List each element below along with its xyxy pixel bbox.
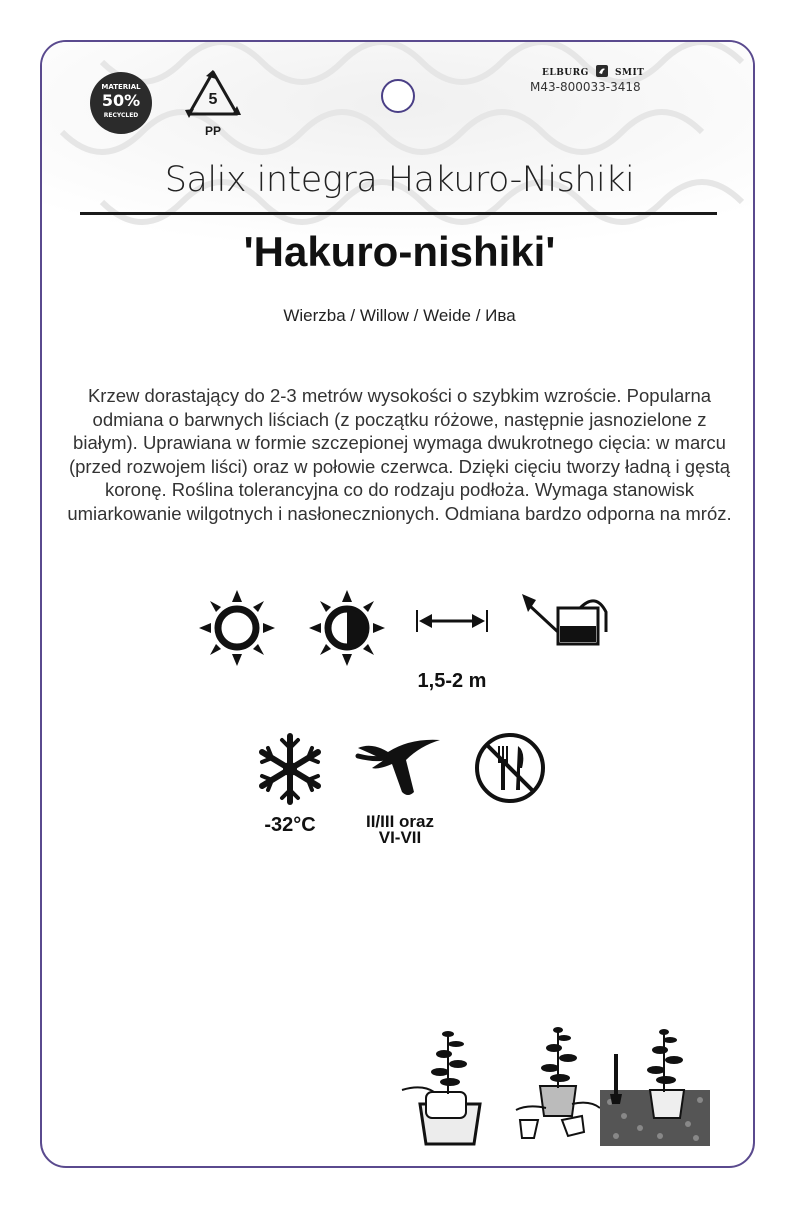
pruning-shears-icon: [354, 734, 444, 798]
not-edible-icon: [472, 730, 548, 806]
planting-step-3-illustration: [600, 1024, 710, 1146]
width-arrow-icon: [414, 606, 490, 636]
width-caption: 1,5-2 m: [417, 670, 487, 692]
brand-left: ELBURG: [542, 68, 589, 78]
common-names: Wierzba / Willow / Weide / Ива: [283, 306, 516, 325]
description-text: Krzew dorastający do 2-3 metrów wysokości o szybkim wzroście. Popularna odmiana o barwnych liściach (z początku różowe, następnie jasnozielone z białym). Uprawiana w formie szczepionej wymaga dwukrotnego cięcia: w marcu (przed rozwojem liści) oraz w połowie czerwca. Dzięki cięciu tworzy ładną i gęstą koronę. Roślina tolerancyjna co do rodzaju podłoża. Wymaga stanowisk umiarkowanie wilgotnych i nasłonecznionych. Odmiana bardzo odporna na mróz.: [67, 385, 732, 524]
pruning-caption-line2: VI-VII: [378, 828, 422, 847]
hanging-hole: [381, 79, 415, 113]
brand-logo: [542, 60, 732, 76]
recycled-material-badge: [90, 72, 152, 134]
brand-right: SMIT: [615, 68, 645, 78]
brand-mark-icon: [596, 65, 608, 77]
planting-step-1-illustration: [400, 1024, 498, 1146]
badge-percent: 50%: [101, 91, 141, 110]
badge-top-text: MATERIAL: [101, 83, 141, 91]
recycle-number: 5: [208, 91, 218, 108]
snowflake-icon: [254, 730, 326, 808]
cultivar-name: 'Hakuro-nishiki': [243, 228, 556, 275]
watering-can-icon: [520, 590, 610, 648]
latin-name: Salix integra Hakuro-Nishiki: [164, 160, 635, 200]
frost-caption: -32°C: [264, 814, 316, 836]
product-code: M43-800033-3418: [530, 80, 641, 94]
recycle-material: PP: [204, 124, 221, 138]
pruning-caption-line1: II/III oraz: [365, 812, 435, 831]
sun-icon: [197, 588, 277, 668]
recycle-symbol: [182, 66, 244, 140]
badge-bottom-text: RECYCLED: [103, 112, 139, 119]
planting-step-2-illustration: [510, 1024, 608, 1146]
half-shade-icon: [307, 588, 387, 668]
title-divider: [80, 212, 717, 215]
recycle-triangle-icon: [182, 66, 244, 124]
plant-label-card: [40, 40, 755, 1168]
pruning-caption: [340, 814, 460, 846]
